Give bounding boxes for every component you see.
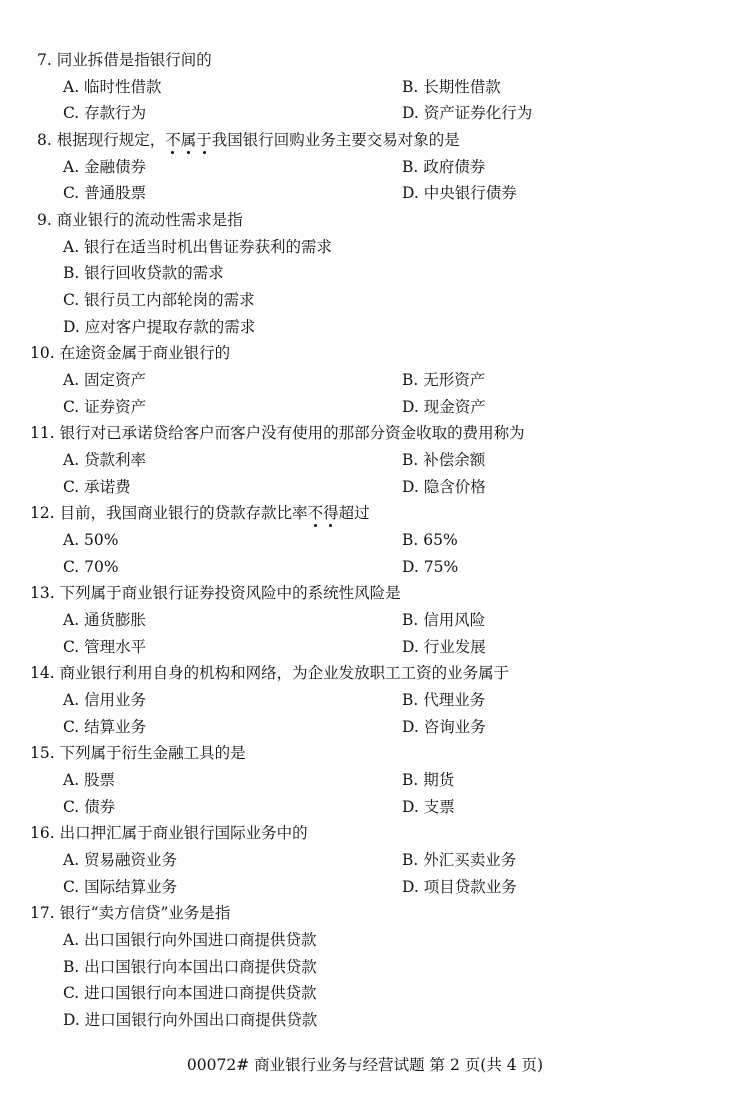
emphasis-char: 不: [307, 504, 324, 522]
option-b: B. 出口国银行向本国出口商提供贷款: [63, 958, 317, 976]
option-d: D. 资产证券化行为: [402, 104, 533, 122]
option-c: C. 银行员工内部轮岗的需求: [63, 291, 255, 309]
option-d: D. 应对客户提取存款的需求: [63, 318, 256, 336]
stem-text: 8. 根据现行规定，: [37, 131, 166, 149]
question-stem: 13. 下列属于商业银行证券投资风险中的系统性风险是: [30, 584, 401, 602]
question-stem: [37, 130, 460, 150]
option-a: A. 50%: [63, 531, 119, 549]
option-b: B. 补偿余额: [402, 451, 486, 469]
option-b: B. 代理业务: [402, 691, 486, 709]
option-d: D. 中央银行债券: [402, 184, 517, 202]
option-a: A. 通货膨胀: [63, 611, 147, 629]
option-c: C. 存款行为: [63, 104, 147, 122]
question-stem: 9. 商业银行的流动性需求是指: [37, 211, 243, 229]
option-d: D. 支票: [402, 798, 455, 816]
question-stem: 7. 同业拆借是指银行间的: [37, 51, 212, 69]
page-footer: 00072# 商业银行业务与经营试题 第 2 页(共 4 页): [186, 1056, 544, 1074]
emphasis-char: 属: [180, 131, 197, 149]
option-b: B. 65%: [402, 531, 458, 549]
option-a: A. 固定资产: [63, 371, 147, 389]
stem-text: 12. 目前，我国商业银行的贷款存款比率: [30, 504, 308, 522]
option-a: A. 银行在适当时机出售证券获利的需求: [63, 238, 333, 256]
option-c: C. 国际结算业务: [63, 878, 178, 896]
emphasis-char: 不: [165, 131, 181, 149]
option-d: D. 隐含价格: [402, 478, 486, 496]
question-stem: 16. 出口押汇属于商业银行国际业务中的: [30, 824, 308, 842]
option-b: B. 外汇买卖业务: [402, 851, 517, 869]
option-b: B. 信用风险: [402, 611, 486, 629]
option-a: A. 贷款利率: [63, 451, 147, 469]
emphasized-text: [165, 131, 212, 149]
question-stem: 17. 银行“卖方信贷”业务是指: [30, 904, 231, 922]
option-a: A. 出口国银行向外国进口商提供贷款: [63, 931, 317, 949]
question-stem: 10. 在途资金属于商业银行的: [30, 344, 231, 362]
option-d: D. 项目贷款业务: [402, 878, 517, 896]
option-d: D. 咨询业务: [402, 718, 486, 736]
option-a: A. 金融债券: [63, 158, 147, 176]
option-b: B. 期货: [402, 771, 455, 789]
question-stem: 14. 商业银行利用自身的机构和网络，为企业发放职工工资的业务属于: [30, 664, 510, 682]
emphasis-char: 于: [196, 131, 212, 149]
option-c: C. 证券资产: [63, 398, 147, 416]
option-b: B. 银行回收贷款的需求: [63, 264, 224, 282]
option-a: A. 贸易融资业务: [63, 851, 178, 869]
option-d: D. 75%: [402, 558, 459, 576]
option-b: B. 长期性借款: [402, 78, 501, 96]
option-c: C. 管理水平: [63, 638, 147, 656]
option-b: B. 政府债券: [402, 158, 486, 176]
option-c: C. 结算业务: [63, 718, 147, 736]
question-stem: [30, 503, 370, 523]
question-stem: 11. 银行对已承诺贷给客户而客户没有使用的那部分资金收取的费用称为: [30, 424, 525, 442]
question-stem: 15. 下列属于衍生金融工具的是: [30, 744, 246, 762]
option-b: B. 无形资产: [402, 371, 486, 389]
option-d: D. 进口国银行向外国出口商提供贷款: [63, 1011, 318, 1029]
option-c: C. 进口国银行向本国进口商提供贷款: [63, 984, 317, 1002]
option-c: C. 普通股票: [63, 184, 147, 202]
option-c: C. 承诺费: [63, 478, 131, 496]
option-c: C. 70%: [63, 558, 119, 576]
option-c: C. 债券: [63, 798, 116, 816]
option-d: D. 现金资产: [402, 398, 486, 416]
emphasized-text: [308, 504, 339, 522]
option-a: A. 信用业务: [63, 691, 147, 709]
option-d: D. 行业发展: [402, 638, 486, 656]
emphasis-char: 得: [323, 504, 339, 522]
option-a: A. 临时性借款: [63, 78, 162, 96]
option-a: A. 股票: [63, 771, 116, 789]
stem-text: 超过: [338, 504, 370, 522]
stem-text: 我国银行回购业务主要交易对象的是: [211, 131, 460, 149]
